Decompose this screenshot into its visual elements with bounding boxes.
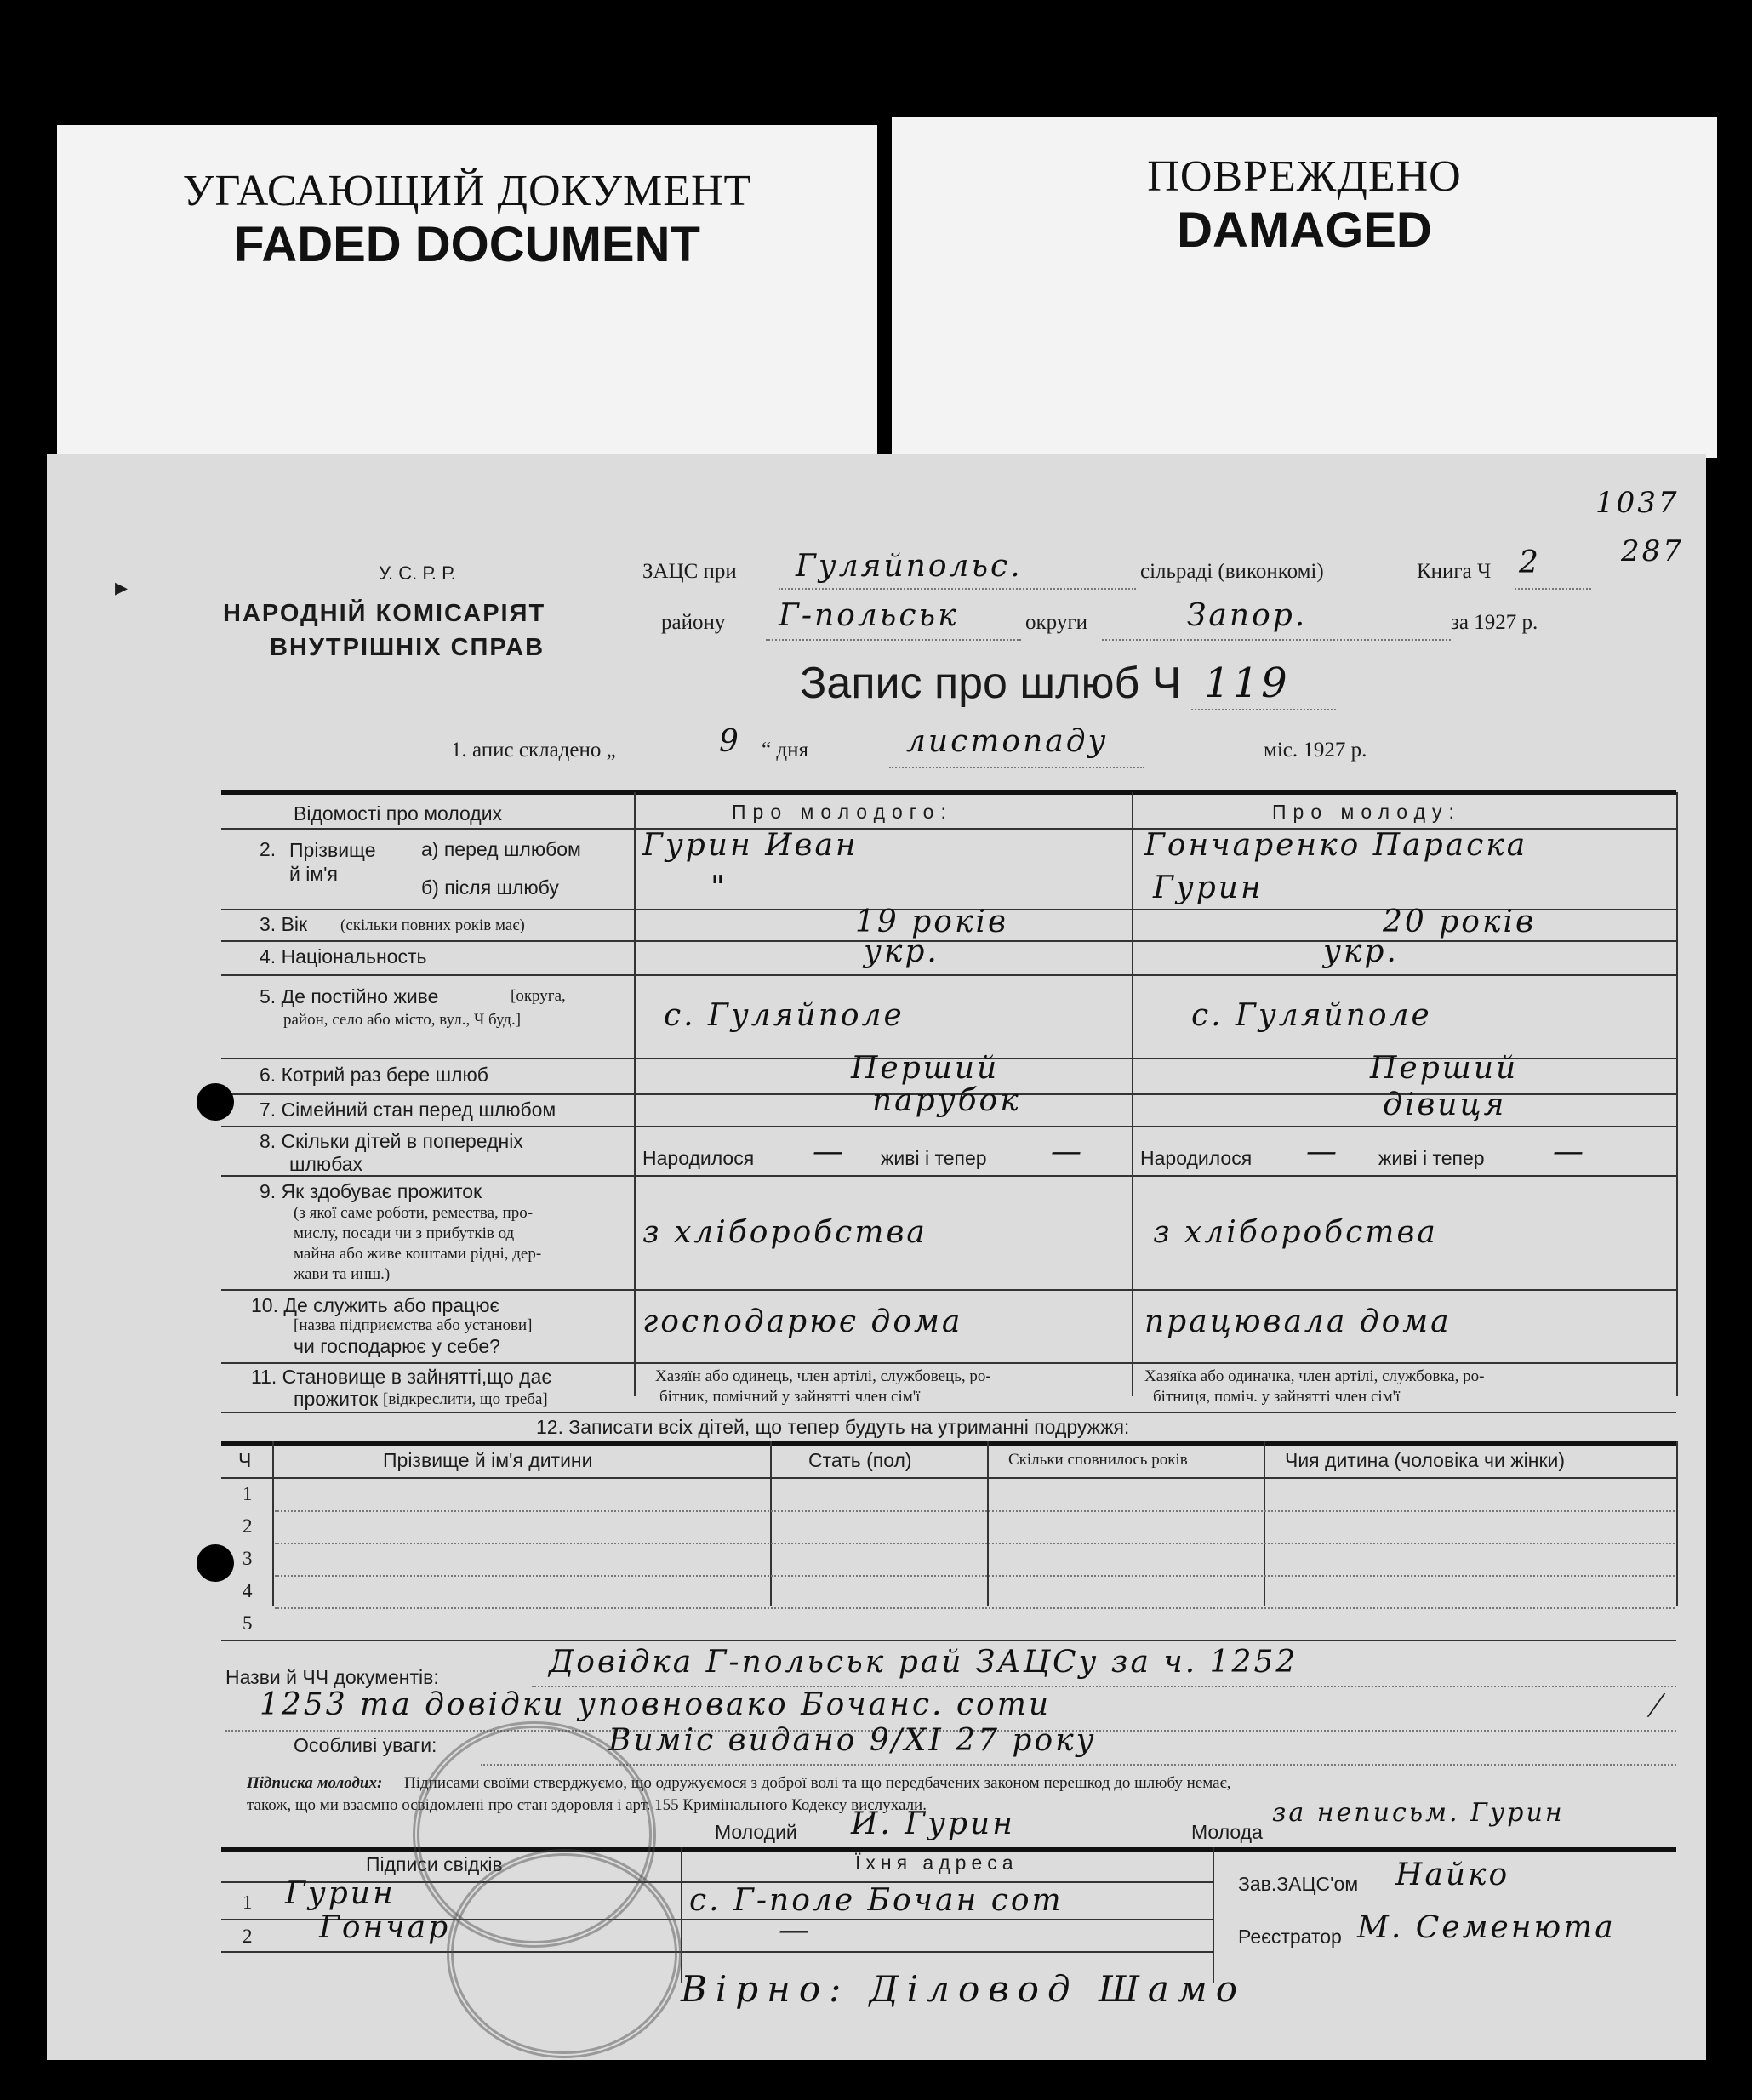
children-col-sex: Стать (пол) [808,1449,912,1471]
row6-label: 6. Котрий раз бере шлюб [260,1064,488,1086]
head-signature: Найко [1395,1857,1510,1892]
faded-document-label [57,125,877,457]
documents-label: Назви й ЧЧ документів: [225,1666,439,1688]
record-day: 9 [719,724,741,759]
row9-label: 9. Як здобуває прожиток [260,1180,482,1202]
groom-work: господарює дома [642,1304,963,1339]
col-bride-header: Про молоду: [1272,801,1461,823]
witness-col-addr: Їхня адреса [855,1852,1019,1874]
groom-born: — [813,1134,846,1169]
head-label: Зав.ЗАЦС'ом [1238,1873,1359,1895]
remarks-label: Особливі уваги: [294,1734,437,1756]
witness-col-sign: Підписи свідків [366,1853,503,1875]
row8-label-a: 8. Скільки дітей в попередніх [260,1130,523,1152]
row10-note: [назва підприємства або установи] [294,1316,533,1334]
certification: Вірно: Діловод Шамо [681,1968,1247,2010]
row9-note1: (з якої саме роботи, ремества, про- [294,1204,534,1222]
commissariat-line1: НАРОДНІЙ КОМІСАРІЯТ [223,600,546,627]
row2-num: 2. [260,838,277,860]
bride-signature: за неписьм. Гурин [1272,1798,1565,1828]
bride-work: працювала дома [1144,1304,1452,1339]
zags-prefix: ЗАЦС при [642,560,737,583]
bride-born: — [1306,1134,1339,1169]
record-month: листопаду [906,724,1109,759]
children-col-age: Скільки сповнилось років [1008,1451,1188,1469]
punch-hole-bottom [197,1544,234,1582]
groom-name-after: " [711,870,728,905]
bride-alive: — [1553,1134,1586,1169]
faded-label-en: FADED DOCUMENT [234,217,700,272]
margin-stroke: ⁄ [1653,1686,1660,1726]
child-row-1: 1 [243,1483,253,1504]
margin-mark-1: ▸ [115,574,128,602]
row2b-label: б) після шлюбу [421,876,559,899]
row9-note4: жави та инш.) [294,1265,391,1283]
child-row-4: 4 [243,1580,253,1601]
bride-residence: с. Гуляйполе [1191,998,1432,1033]
row5-note1: [округа, [511,987,566,1005]
groom-status-options-2: бітник, помічний у зайнятті член сім'ї [659,1388,921,1406]
groom-alive: — [1051,1134,1084,1169]
remarks-text: Виміс видано 9/ХІ 27 року [608,1723,1097,1758]
commissariat-line2: ВНУТРІШНІХ СПРАВ [270,634,545,661]
declaration-line1: Підписами своїми стверджуємо, що одружуємося з доброї волі та що передбачених законом перешкод до шлюбу немає, [404,1774,1231,1792]
registrar-signature: М. Семенюта [1357,1910,1616,1945]
child-row-3: 3 [243,1548,253,1569]
groom-marital-status: парубок [872,1083,1021,1118]
groom-signature: И. Гурин [851,1806,1015,1841]
groom-age: 19 років [855,904,1008,939]
record-line-prefix: 1. апис складено „ [451,739,616,762]
record-title: Запис про шлюб Ч [800,659,1182,708]
bride-born-label: Народилося [1140,1147,1253,1169]
zags-name: Гуляйпольс. [796,549,1023,584]
damaged-label-ru: ПОВРЕЖДЕНО [1147,152,1462,201]
row7-label: 7. Сімейний стан перед шлюбом [260,1099,556,1121]
row5-label: 5. Де постійно живе [260,985,439,1007]
faded-label-ru: УГАСАЮЩИЙ ДОКУМЕНТ [182,167,752,215]
row9-note3: майна або живе коштами рідні, дер- [294,1245,542,1263]
damaged-label [892,117,1717,458]
child-row-2: 2 [243,1515,253,1537]
row10-label-b: чи господарює у себе? [294,1335,500,1357]
bride-marital-status: дівиця [1383,1087,1507,1122]
groom-sign-label: Молодий [715,1821,797,1843]
bride-alive-label: живі і тепер [1378,1147,1485,1169]
damaged-label-en: DAMAGED [1177,203,1432,258]
row11-label-b: прожиток [294,1388,379,1410]
children-col-whose: Чия дитина (чоловіка чи жінки) [1285,1449,1566,1471]
declaration-lead: Підписка молодих: [247,1774,383,1792]
bride-livelihood: з хліборобства [1153,1215,1438,1250]
groom-status-options: Хазяїн або одинець, член артілі, службовець, ро- [655,1367,991,1385]
book-number: 2 [1519,545,1541,580]
punch-hole-top [197,1083,234,1121]
groom-residence: с. Гуляйполе [664,998,905,1033]
okrug-name: Запор. [1187,598,1308,633]
corner-mark-bottom: 287 [1621,534,1684,568]
corner-mark-top: 1037 [1595,486,1680,520]
raion-name: Г-польськ [779,598,959,633]
witness-2-addr: — [779,1913,812,1948]
groom-alive-label: живі і тепер [881,1147,987,1169]
row5-note2: район, село або місто, вул., Ч буд.] [283,1011,522,1029]
council-label: сільраді (виконкомі) [1140,560,1324,583]
child-row-5: 5 [243,1612,253,1634]
witness-1-addr: с. Г-поле Бочан сот [689,1883,1064,1918]
row2-label: Прізвище й ім'я [289,839,376,885]
children-col-name: Прізвище й ім'я дитини [383,1449,593,1471]
children-heading: 12. Записати всіх дітей, що тепер будуть на утриманні подружжя: [536,1416,1130,1438]
bride-nationality: укр. [1323,934,1399,969]
row3-note: (скільки повних років має) [340,916,525,934]
groom-name-before: Гурин Иван [642,828,859,863]
row11-label-a: 11. Становище в зайнятті,що дає [251,1366,552,1388]
row4-label: 4. Національность [260,945,427,967]
okrug-label: округи [1025,611,1087,634]
record-number: 119 [1204,659,1290,707]
bride-name-after: Гурин [1153,870,1264,905]
raion-label: району [661,611,726,634]
bride-age: 20 років [1383,904,1536,939]
col-info-header: Відомості про молодих [294,802,503,825]
witness-1-sign: Гурин [285,1876,396,1911]
marriage-record-sheet [47,454,1706,2060]
witness-2-sign: Гончар [319,1910,451,1945]
witness-2-num: 2 [243,1926,253,1947]
groom-nationality: укр. [864,934,939,969]
year-label: за 1927 р. [1451,611,1538,634]
documents-line1: Довідка Г-польськ рай ЗАЦСу за ч. 1252 [549,1645,1298,1680]
groom-marriage-count: Перший [851,1051,1000,1086]
groom-livelihood: з хліборобства [642,1215,927,1250]
ussr-label: У. С. Р. Р. [379,562,456,584]
registrar-label: Реєстратор [1238,1926,1342,1948]
col-groom-header: Про молодого: [732,801,953,823]
row9-note2: мислу, посади чи з прибутків од [294,1224,515,1242]
official-stamp-2 [447,1849,682,2058]
groom-born-label: Народилося [642,1147,755,1169]
row11-note: [відкреслити, що треба] [383,1390,548,1408]
bride-status-options-2: бітниця, поміч. у зайнятті член сім'ї [1153,1388,1401,1406]
bride-sign-label: Молода [1191,1821,1263,1843]
children-col-num: Ч [238,1449,252,1471]
row2a-label: а) перед шлюбом [421,838,581,860]
row3-label: 3. Вік [260,913,308,935]
declaration-line2: також, що ми взаємно освідомлені про стан здоровля і арт. 155 Кримінального Кодексу вислухали. [247,1796,927,1814]
documents-line2: 1253 та довідки уповновако Бочанс. соти [260,1687,1052,1722]
witness-1-num: 1 [243,1892,253,1913]
bride-marriage-count: Перший [1370,1051,1519,1086]
record-line-suffix: міс. 1927 р. [1264,739,1367,762]
row10-label: 10. Де служить або працює [251,1294,500,1316]
bride-name-before: Гончаренко Параска [1144,828,1528,863]
bride-status-options: Хазяїка або одиначка, член артілі, службовка, ро- [1144,1367,1485,1385]
row8-label-b: шлюбах [289,1153,363,1175]
book-label: Книга Ч [1417,560,1492,583]
record-day-suffix: “ дня [762,739,808,762]
